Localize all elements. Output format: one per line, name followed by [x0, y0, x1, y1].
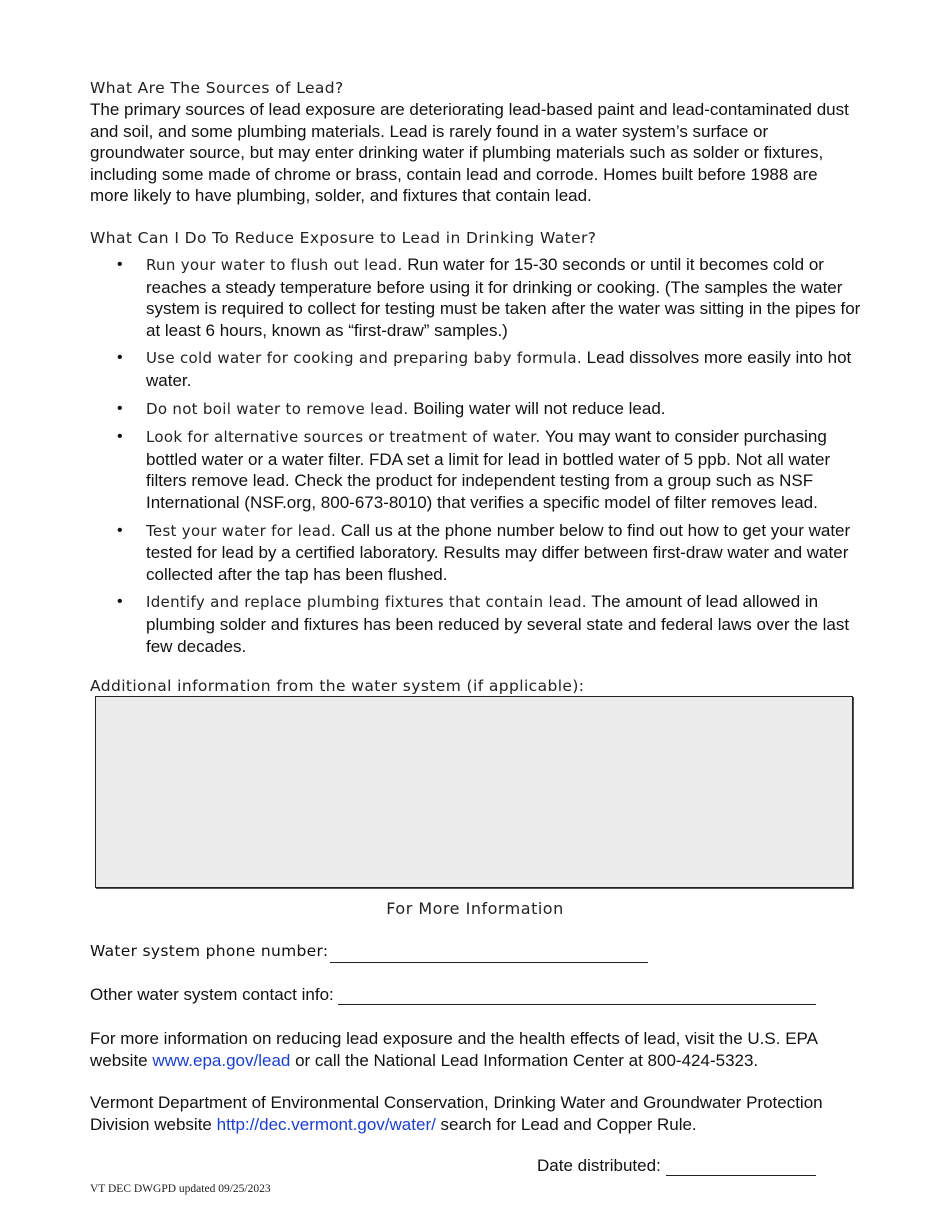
epa-text: For more information on reducing lead exposure and the health effects of lead, visit the U.S. EPA website — [90, 1029, 818, 1070]
date-distributed-field[interactable] — [666, 1175, 816, 1176]
phone-number-field[interactable] — [330, 962, 648, 963]
vermont-paragraph — [90, 1092, 850, 1135]
additional-info-label: Additional information from the water system (if applicable): — [90, 677, 585, 695]
tip-item-test-water — [90, 520, 862, 586]
tip-text: You may want to consider purchasing bottled water or a water filter. FDA set a limit for lead in bottled water of 5 ppb. Not all water filters remove lead. Check the product for independent testing from a group such as NSF International (NSF.org, 800-673-8010) that verifies a specific model of filter removes lead. — [146, 427, 831, 512]
vermont-text: Vermont Department of Environmental Conservation, Drinking Water and Groundwater Protection Division website — [90, 1093, 823, 1134]
vermont-link[interactable]: http://dec.vermont.gov/water/ — [216, 1114, 436, 1134]
contact-info-field[interactable] — [338, 1004, 816, 1005]
phone-number-label: Water system phone number: — [90, 942, 329, 960]
tip-lead-in: Run your water to flush out lead. — [146, 256, 403, 274]
tip-item-flush — [90, 254, 862, 341]
tips-list — [90, 254, 862, 663]
tip-lead-in: Look for alternative sources or treatment of water. — [146, 428, 541, 447]
tip-item-cold-water — [90, 347, 862, 391]
epa-paragraph — [90, 1028, 850, 1071]
tip-lead-in: Use cold water for cooking and preparing baby formula. — [146, 349, 582, 368]
tip-lead-in: Test your water for lead. — [146, 521, 337, 540]
date-distributed-label: Date distributed: — [537, 1156, 661, 1175]
tip-text: Lead dissolves more easily into hot water. — [146, 348, 852, 390]
more-info-heading: For More Information — [386, 899, 564, 918]
reduce-exposure-heading: What Can I Do To Reduce Exposure to Lead in Drinking Water? — [90, 229, 597, 247]
tip-text: Call us at the phone number below to find out how to get your water tested for lead by a certified laboratory. Results may differ between first-draw water and water collected after the tap has been flushed. — [146, 520, 851, 584]
bullet-icon: • — [117, 593, 123, 611]
footer-note: VT DEC DWGPD updated 09/25/2023 — [90, 1183, 271, 1195]
tip-lead-in: Do not boil water to remove lead. — [146, 399, 409, 418]
bullet-icon: • — [117, 428, 123, 446]
bullet-icon: • — [117, 521, 123, 539]
tip-item-do-not-boil — [90, 398, 862, 421]
contact-info-label: Other water system contact info: — [90, 985, 334, 1004]
sources-heading: What Are The Sources of Lead? — [90, 79, 344, 97]
bullet-icon: • — [117, 399, 123, 417]
tip-text: Boiling water will not reduce lead. — [408, 398, 666, 418]
tip-item-replace-fixtures — [90, 591, 862, 657]
epa-text-end: or call the National Lead Information Center at 800-424-5323. — [290, 1050, 759, 1070]
sources-paragraph: The primary sources of lead exposure are deteriorating lead-based paint and lead-contaminated dust and soil, and some plumbing materials. Lead is rarely found in a water system’s surface or groundwater source, but may enter drinking water if plumbing materials such as solder or fixtures, including some made of chrome or brass, contain lead and corrode. Homes built before 1988 are more likely to have plumbing, solder, and fixtures that contain lead. — [90, 100, 849, 206]
vermont-text-end: search for Lead and Copper Rule. — [435, 1114, 697, 1134]
tip-text: Run water for 15-30 seconds or until it becomes cold or reaches a steady temperature before using it for drinking or cooking. (The samples the water system is required to collect for testing must be taken after the water was sitting in the pipes for at least 6 hours, known as “first-draw” samples.) — [146, 255, 861, 340]
tip-item-alternative-sources — [90, 426, 862, 513]
bullet-icon: • — [117, 256, 123, 273]
epa-link[interactable]: www.epa.gov/lead — [152, 1050, 291, 1070]
tip-lead-in: Identify and replace plumbing fixtures that contain lead. — [146, 593, 587, 612]
bullet-icon: • — [117, 349, 123, 367]
additional-info-field[interactable] — [95, 696, 853, 888]
tip-text: The amount of lead allowed in plumbing solder and fixtures has been reduced by several state and federal laws over the last few decades. — [146, 592, 850, 656]
